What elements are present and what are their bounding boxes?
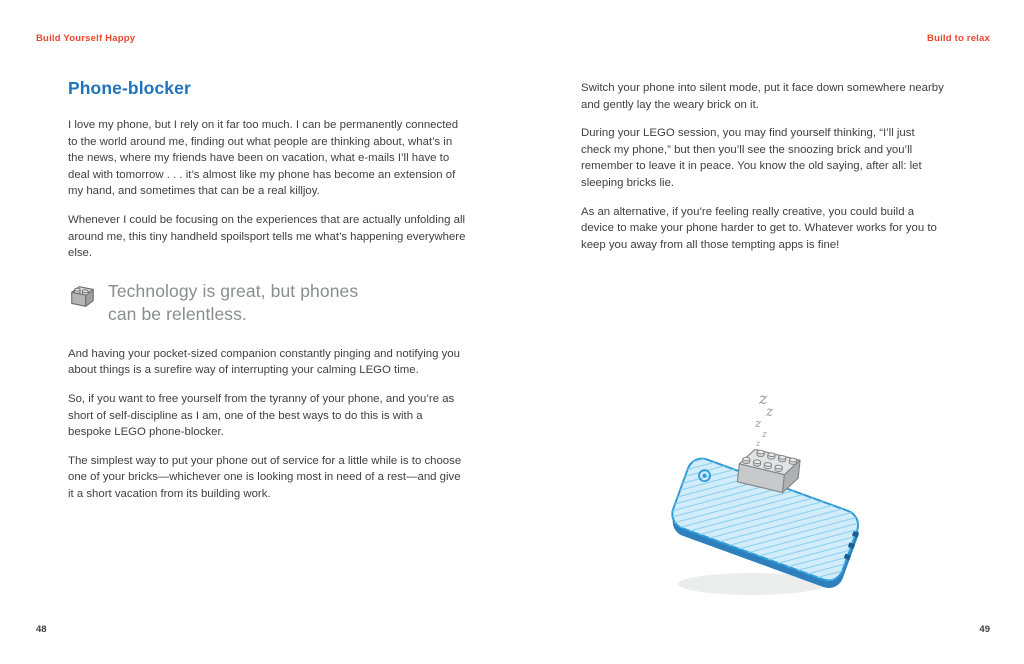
- sleep-z: z: [756, 439, 761, 448]
- sleep-z: z: [766, 404, 774, 420]
- page-number-right: 49: [979, 624, 990, 635]
- pullquote: [68, 280, 466, 326]
- phone-illustration: [640, 388, 910, 608]
- paragraph: Switch your phone into silent mode, put it face down somewhere nearby and gently lay the weary brick on it.: [581, 82, 944, 111]
- page-number-left: 48: [36, 624, 47, 635]
- running-head-left: Build Yourself Happy: [36, 33, 136, 44]
- lego-brick-icon: [68, 280, 96, 315]
- sleep-z: z: [759, 389, 768, 408]
- pullquote-text: [108, 280, 358, 326]
- sleep-z: z: [762, 429, 768, 440]
- right-page-column: [581, 80, 945, 265]
- sleep-zs: [754, 389, 774, 448]
- left-page-column: [68, 78, 466, 515]
- paragraph: Whenever I could be focusing on the experiences that are actually unfolding all around me, this tiny handheld spoilsport tells me what’s happening everywhere else.: [68, 213, 466, 260]
- sleep-z: z: [755, 416, 762, 430]
- running-head-right: Build to relax: [927, 33, 990, 44]
- paragraph: I love my phone, but I rely on it far too much. I can be permanently connected to the world around me, finding out what people are thinking about, what’s in the news, where my friends have been on vacation, what e-mails I’ll have to deal with tomorrow . . . it’s almost like my phone has become an extension of my hand, and sometimes that can be a real killjoy.: [68, 119, 459, 198]
- paragraph: As an alternative, if you’re feeling really creative, you could build a device to make your phone harder to get to. Whatever works for you to keep you away from all those tempting apps is fine!: [581, 205, 937, 251]
- page-title: Phone-blocker: [68, 78, 191, 98]
- paragraph: And having your pocket-sized companion constantly pinging and notifying you about things is a surefire way of interrupting your calming LEGO time.: [68, 347, 460, 377]
- pullquote-line2: can be relentless.: [108, 303, 247, 324]
- paragraph: So, if you want to free yourself from the tyranny of your phone, and you’re as short of self-discipline as I am, one of the best ways to do this is with a bespoke LEGO phone-blocker.: [68, 392, 455, 439]
- paragraph: During your LEGO session, you may find yourself thinking, “I’ll just check my phone,” but then you’ll see the snoozing brick and you’ll remember to leave it in peace. You know the old saying, after all: let sleeping bricks lie.: [581, 127, 922, 189]
- paragraph: The simplest way to put your phone out of service for a little while is to choose one of your bricks—whichever one is looking most in need of a rest—and give it a short vacation from its building work.: [68, 454, 462, 500]
- pullquote-line1: Technology is great, but phones: [108, 280, 359, 301]
